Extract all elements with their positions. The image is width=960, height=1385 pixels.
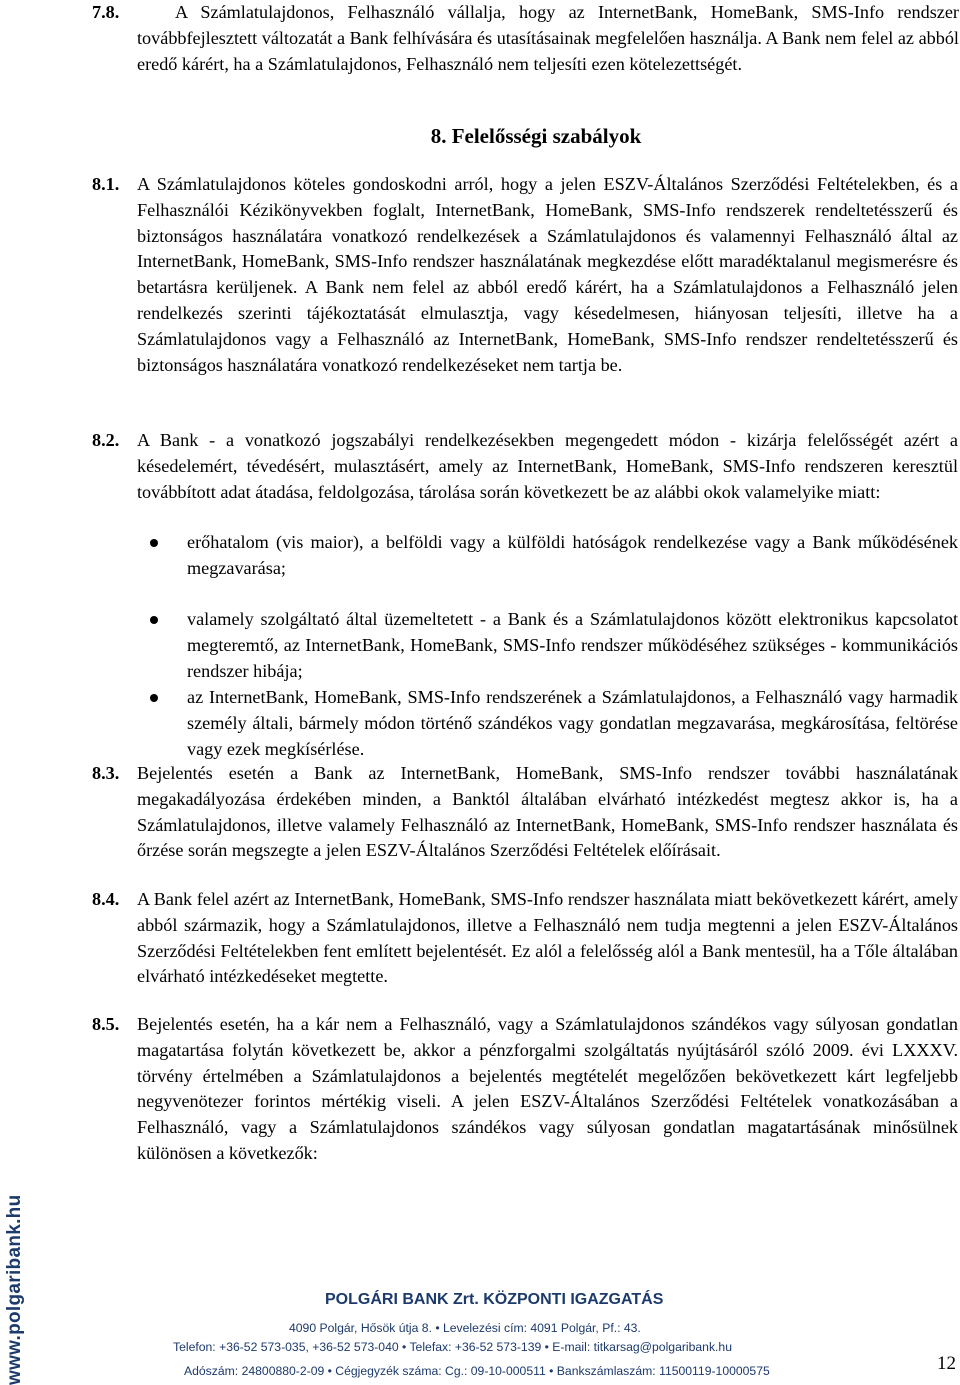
footer-address: 4090 Polgár, Hősök útja 8. • Levelezési cím: 4091 Polgár, Pf.: 43. xyxy=(289,1321,641,1335)
website-url-vertical: www.polgaribank.hu xyxy=(4,1194,25,1385)
list-item-text: az InternetBank, HomeBank, SMS-Info rendszerének a Számlatulajdonos, a Felhasználó vagy harmadik személy általi, bármely módon történő szándékos vagy gondatlan megzavarása, megkárosítása, feltörése vagy ezek megkísérlése. xyxy=(187,687,958,759)
section-number: 8.5. xyxy=(92,1014,120,1034)
section-8-5 xyxy=(92,1012,958,1167)
bullet-icon xyxy=(150,616,158,624)
footer-title: POLGÁRI BANK Zrt. KÖZPONTI IGAZGATÁS xyxy=(325,1291,664,1308)
section-number: 8.1. xyxy=(92,174,120,194)
footer-contact: Telefon: +36-52 573-035, +36-52 573-040 • Telefax: +36-52 573-139 • E-mail: titkarsag@polgaribank.hu xyxy=(173,1340,732,1354)
section-text: A Számlatulajdonos, Felhasználó vállalja, hogy az InternetBank, HomeBank, SMS-Info rendszer továbbfejlesztett változatát a Bank felhívására és utasításainak megfelelően használja. A Bank nem felel az abból eredő kárért, ha a Számlatulajdonos, Felhasználó nem teljesíti ezen kötelezettségét. xyxy=(137,2,959,74)
list-item xyxy=(150,685,958,762)
bullet-icon xyxy=(150,539,158,547)
section-number: 7.8. xyxy=(92,2,120,22)
section-number: 8.4. xyxy=(92,889,120,909)
section-text: Bejelentés esetén, ha a kár nem a Felhasználó, vagy a Számlatulajdonos szándékos vagy súlyosan gondatlan magatartása folytán következett be, akkor a pénzforgalmi szolgáltatás nyújtásáról szóló 2009. évi LXXXV. törvény értelmében a Számlatulajdonos a bejelentés megtételét megelőzően bekövetkezett kárt legfeljebb negyvenötezer forintos mértékig viseli. A jelen ESZV-Általános Szerződési Feltételek vonatkozásában a Felhasználó, vagy a Számlatulajdonos szándékos vagy súlyosan gondatlan magatartásának minősülnek különösen a következők: xyxy=(137,1014,958,1163)
section-text: Bejelentés esetén a Bank az InternetBank, HomeBank, SMS-Info rendszer további használatának megakadályozása érdekében minden, a Banktól általában elvárható intézkedést megtesz akkor is, ha a Számlatulajdonos, illetve valamely Felhasználó az InternetBank, HomeBank, SMS-Info rendszer használata és őrzése során megszegte a jelen ESZV-Általános Szerződési Feltételek előírásait. xyxy=(137,763,958,861)
section-text: A Számlatulajdonos köteles gondoskodni arról, hogy a jelen ESZV-Általános Szerződési Feltételekben, és a Felhasználói Kézikönyvekben foglalt, InternetBank, HomeBank, SMS-Info rendszerek rendeltetésszerű és biztonságos használatára vonatkozó rendelkezések a Számlatulajdonos és valamennyi Felhasználó által az InternetBank, HomeBank, SMS-Info rendszer használatának megkezdése előtt maradéktalanul megismerésre és betartásra kerüljenek. A Bank nem felel az abból eredő kárért, ha a Számlatulajdonos a Felhasználó jelen rendelkezés szerinti tájékoztatását elmulasztja, vagy késedelmesen, hiányosan teljesíti, illetve ha a Számlatulajdonos vagy a Felhasználó az InternetBank, HomeBank, SMS-Info rendszer rendeltetésszerű és biztonságos használatára vonatkozó rendelkezéseket nem tartja be. xyxy=(137,174,958,375)
footer-registration: Adószám: 24800880-2-09 • Cégjegyzék száma: Cg.: 09-10-000511 • Bankszámlaszám: 11500119-10000575 xyxy=(184,1364,770,1378)
section-text: A Bank - a vonatkozó jogszabályi rendelkezésekben megengedett módon - kizárja felelősségét azért a késedelemért, tévedésért, mulasztásért, amely az InternetBank, HomeBank, SMS-Info rendszeren keresztül továbbított adat átadása, feldolgozása, tárolása során következett be az alábbi okok valamelyike miatt: xyxy=(137,430,958,502)
section-text: A Bank felel azért az InternetBank, HomeBank, SMS-Info rendszer használata miatt bekövetkezett kárért, amely abból származik, hogy a Számlatulajdonos, illetve a Felhasználó nem tudja megtenni a jelen ESZV-Általános Szerződési Feltételekben fent említett bejelentését. Ez alól a felelősség alól a Bank mentesül, ha a Tőle általában elvárható intézkedéseket megtette. xyxy=(137,889,958,987)
section-8-2 xyxy=(92,428,958,505)
section-8-4 xyxy=(92,887,958,990)
list-item-text: valamely szolgáltató által üzemeltetett - a Bank és a Számlatulajdonos között elektronikus kapcsolatot megteremtő, az InternetBank, HomeBank, SMS-Info rendszer működéséhez szükséges - kommunikációs rendszer hibája; xyxy=(187,609,958,681)
list-item-text: erőhatalom (vis maior), a belföldi vagy a külföldi hatóságok rendelkezése vagy a Bank működésének megzavarása; xyxy=(187,532,958,578)
section-number: 8.2. xyxy=(92,430,120,450)
section-heading: 8. Felelősségi szabályok xyxy=(430,124,642,148)
section-number: 8.3. xyxy=(92,763,120,783)
bullet-icon xyxy=(150,694,158,702)
list-item xyxy=(150,530,958,582)
list-item xyxy=(150,607,958,684)
section-8-1 xyxy=(92,172,958,378)
section-8-3 xyxy=(92,761,958,864)
page-number: 12 xyxy=(937,1353,956,1374)
